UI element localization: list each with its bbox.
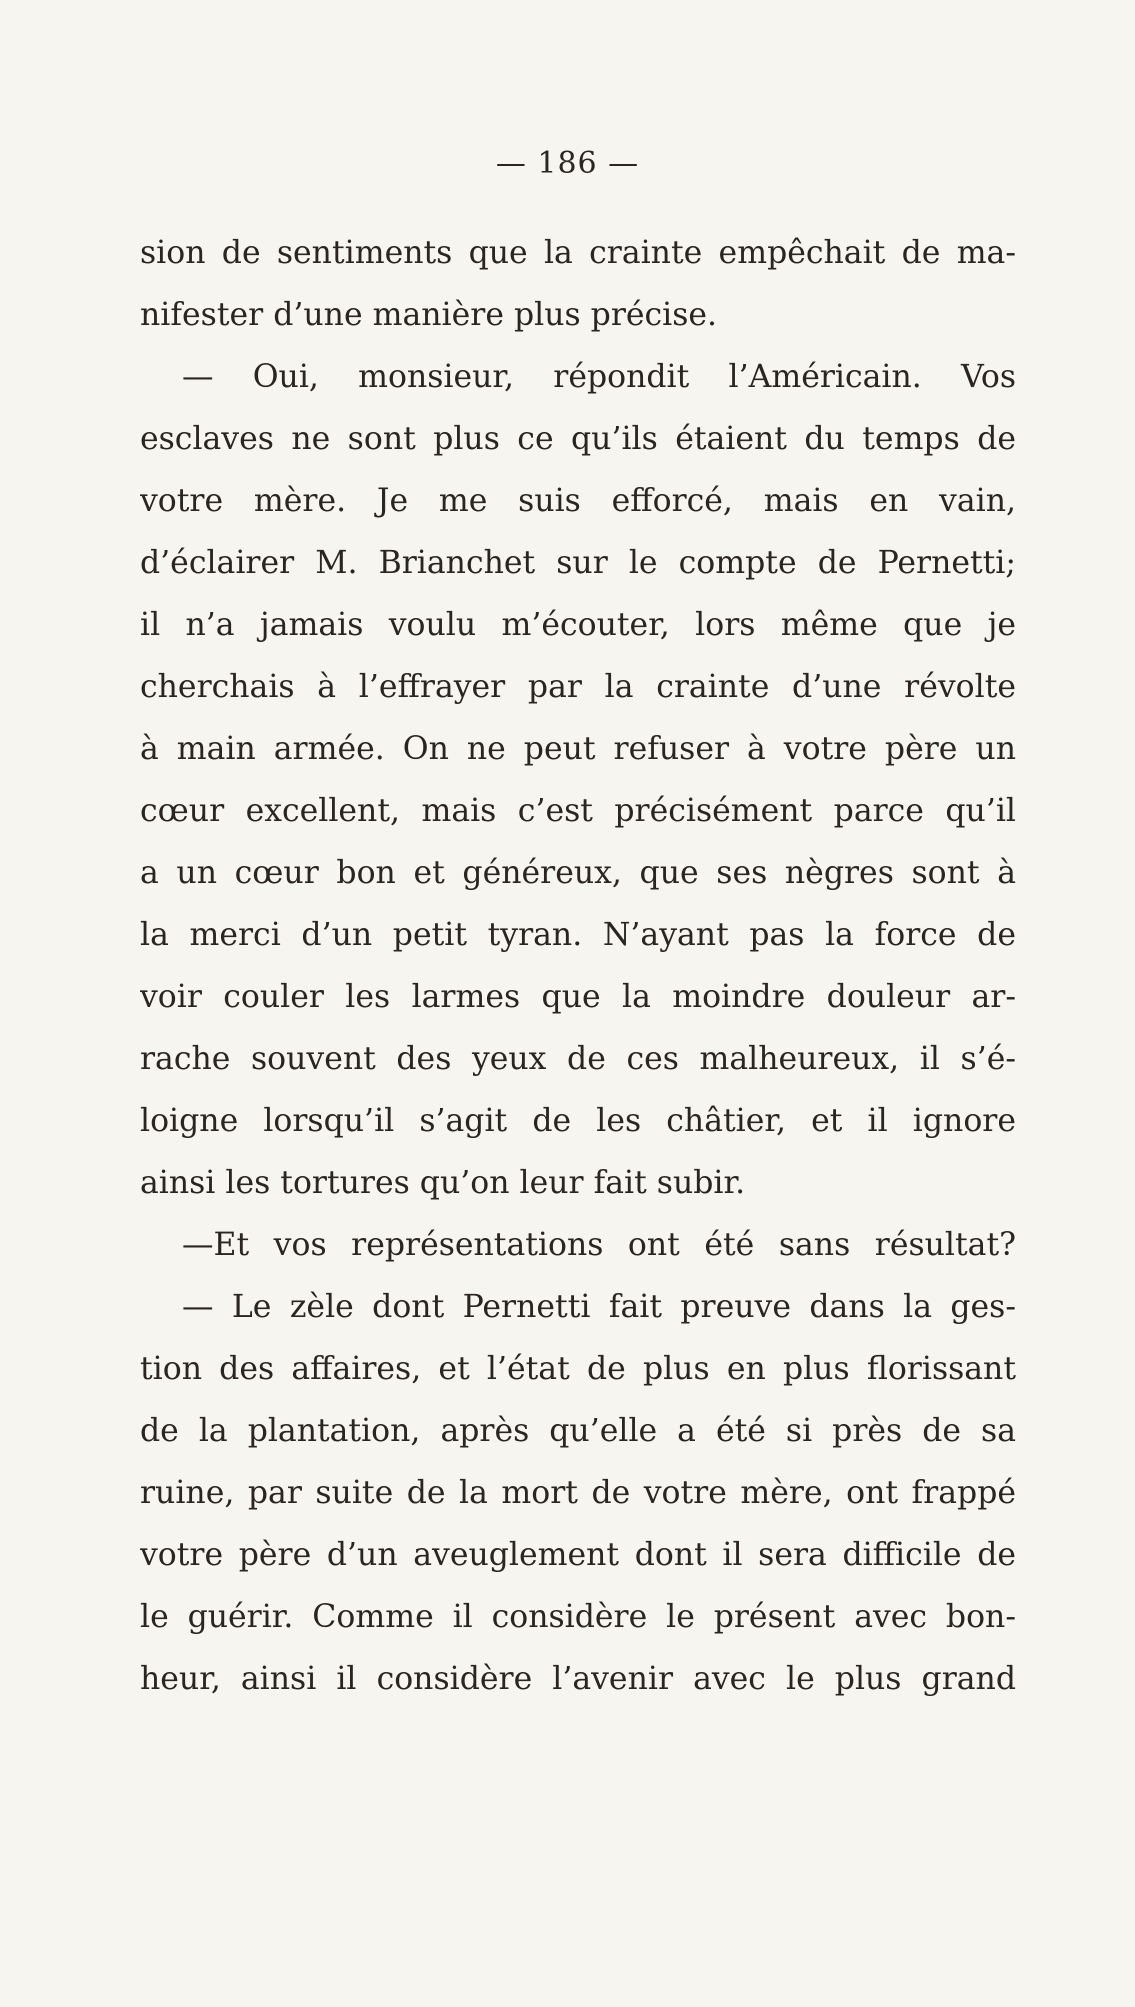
text-line: ruine, par suite de la mort de votre mère, ont frappé bbox=[140, 1475, 1016, 1511]
text-line: —Et vos représentations ont été sans résultat? bbox=[182, 1227, 1016, 1263]
text-line: votre mère. Je me suis efforcé, mais en vain, bbox=[140, 483, 1016, 519]
text-line: il n’a jamais voulu m’écouter, lors même que je bbox=[140, 607, 1016, 643]
text-line: à main armée. On ne peut refuser à votre père un bbox=[140, 731, 1016, 767]
text-line: cherchais à l’effrayer par la crainte d’une révolte bbox=[140, 669, 1016, 705]
text-line: — Oui, monsieur, répondit l’Américain. Vos bbox=[182, 359, 1016, 395]
text-line: le guérir. Comme il considère le présent avec bon- bbox=[140, 1599, 1016, 1635]
text-line: cœur excellent, mais c’est précisément parce qu’il bbox=[140, 793, 1016, 829]
text-line: la merci d’un petit tyran. N’ayant pas la force de bbox=[140, 917, 1016, 953]
text-line: d’éclairer M. Brianchet sur le compte de Pernetti; bbox=[140, 545, 1016, 581]
text-line: votre père d’un aveuglement dont il sera difficile de bbox=[140, 1537, 1016, 1573]
body-text bbox=[140, 222, 1016, 1710]
text-line: loigne lorsqu’il s’agit de les châtier, et il ignore bbox=[140, 1103, 1016, 1139]
text-line: de la plantation, après qu’elle a été si près de sa bbox=[140, 1413, 1016, 1449]
text-line: ainsi les tortures qu’on leur fait subir. bbox=[140, 1165, 746, 1201]
text-line: esclaves ne sont plus ce qu’ils étaient du temps de bbox=[140, 421, 1016, 457]
text-line: a un cœur bon et généreux, que ses nègres sont à bbox=[140, 855, 1016, 891]
text-line: voir couler les larmes que la moindre douleur ar- bbox=[140, 979, 1016, 1015]
text-line: — Le zèle dont Pernetti fait preuve dans la ges- bbox=[182, 1289, 1016, 1325]
text-line: rache souvent des yeux de ces malheureux, il s’é- bbox=[140, 1041, 1016, 1077]
text-line: nifester d’une manière plus précise. bbox=[140, 297, 718, 333]
page-number: — 186 — bbox=[495, 146, 640, 181]
text-line: tion des affaires, et l’état de plus en plus florissant bbox=[140, 1351, 1016, 1387]
text-line: sion de sentiments que la crainte empêchait de ma- bbox=[140, 235, 1016, 271]
text-line: heur, ainsi il considère l’avenir avec le plus grand bbox=[140, 1661, 1016, 1697]
